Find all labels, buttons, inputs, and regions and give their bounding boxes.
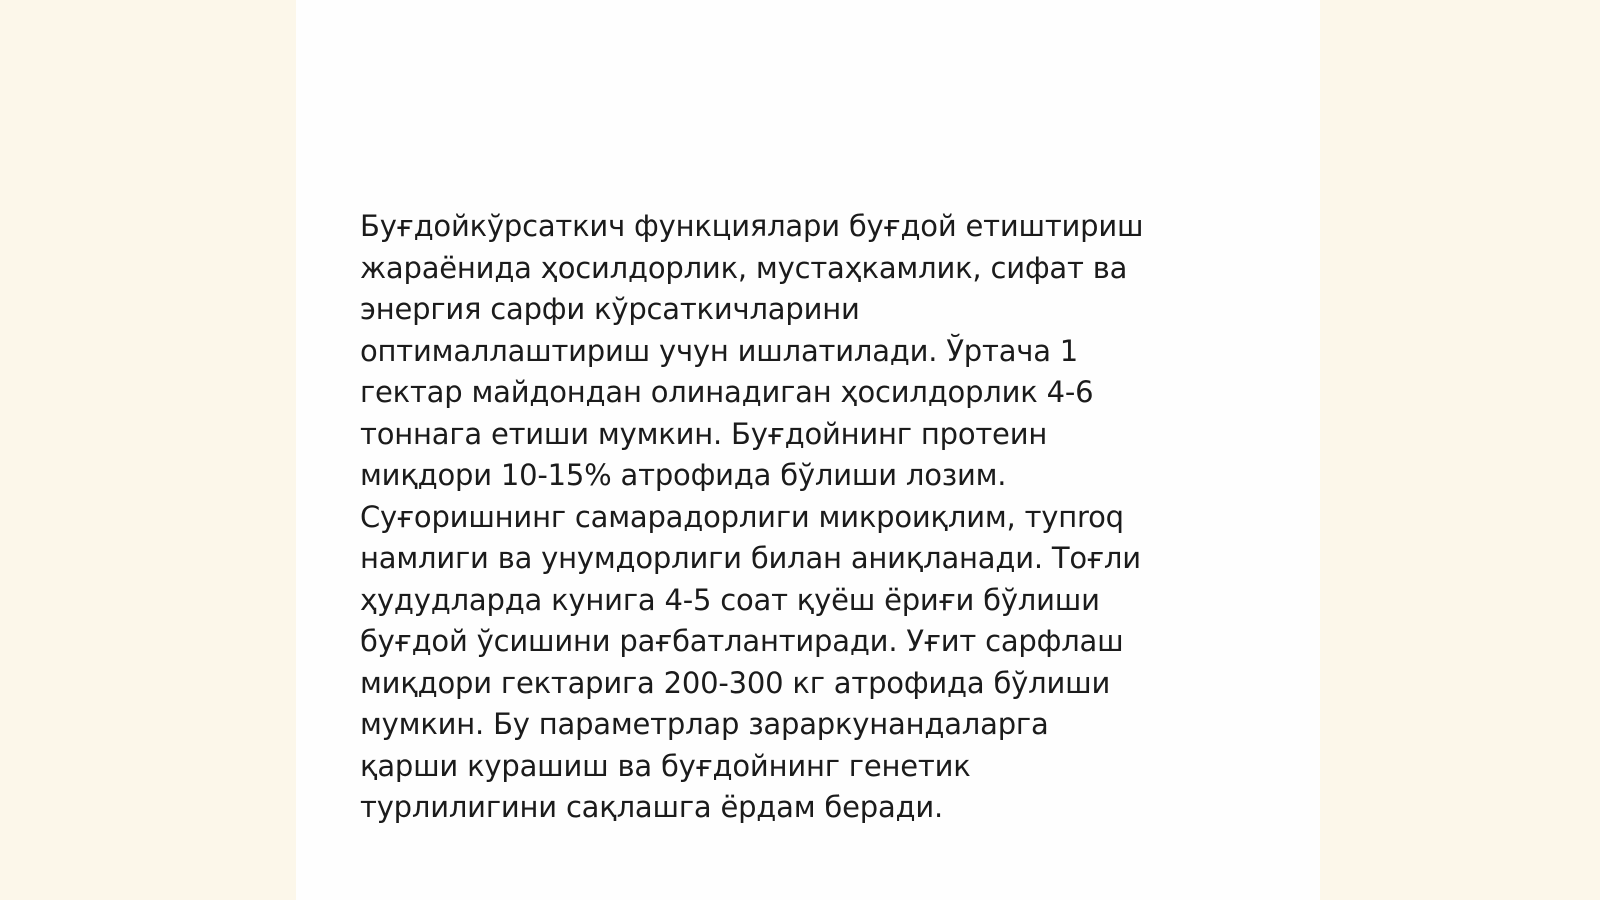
body-paragraph — [360, 206, 1260, 829]
text-line-9: намлиги ва унумдорлиги билан аниқланади. Тоғли — [360, 541, 1141, 575]
text-line-15: турлилигини сақлашга ёрдам беради. — [360, 790, 944, 824]
text-line-4: оптималлаштириш учун ишлатилади. Ўртача 1 — [360, 333, 1079, 368]
text-line-6: тоннага етиши мумкин. Буғдойнинг протеин — [360, 416, 1048, 451]
text-line-1: Буғдойкўрсаткич функциялари буғдой етиштириш — [360, 209, 1144, 243]
text-line-11: буғдой ўсишини рағбатлантиради. Уғит сарфлаш — [360, 624, 1124, 658]
text-line-14: қарши курашиш ва буғдойнинг генетик — [360, 748, 971, 783]
text-line-2: жараёнида ҳосилдорлик, мустаҳкамлик, сифат ва — [360, 250, 1128, 285]
text-line-3: энергия сарфи кўрсаткичларини — [360, 292, 860, 326]
text-line-8: Суғоришнинг самарадорлиги микроиқлим, тупroq — [360, 499, 1124, 534]
text-line-13: мумкин. Бу параметрлар зараркунандаларга — [360, 707, 1049, 741]
text-line-12: миқдори гектарига 200-300 кг атрофида бўлиши — [360, 665, 1111, 700]
text-line-7: миқдори 10-15% атрофида бўлиши лозим. — [360, 458, 1007, 492]
text-line-10: ҳудудларда кунига 4-5 соат қуёш ёриғи бўлиши — [360, 582, 1100, 617]
document-page — [296, 0, 1320, 900]
text-line-5: гектар майдондан олинадиган ҳосилдорлик 4-6 — [360, 375, 1094, 409]
